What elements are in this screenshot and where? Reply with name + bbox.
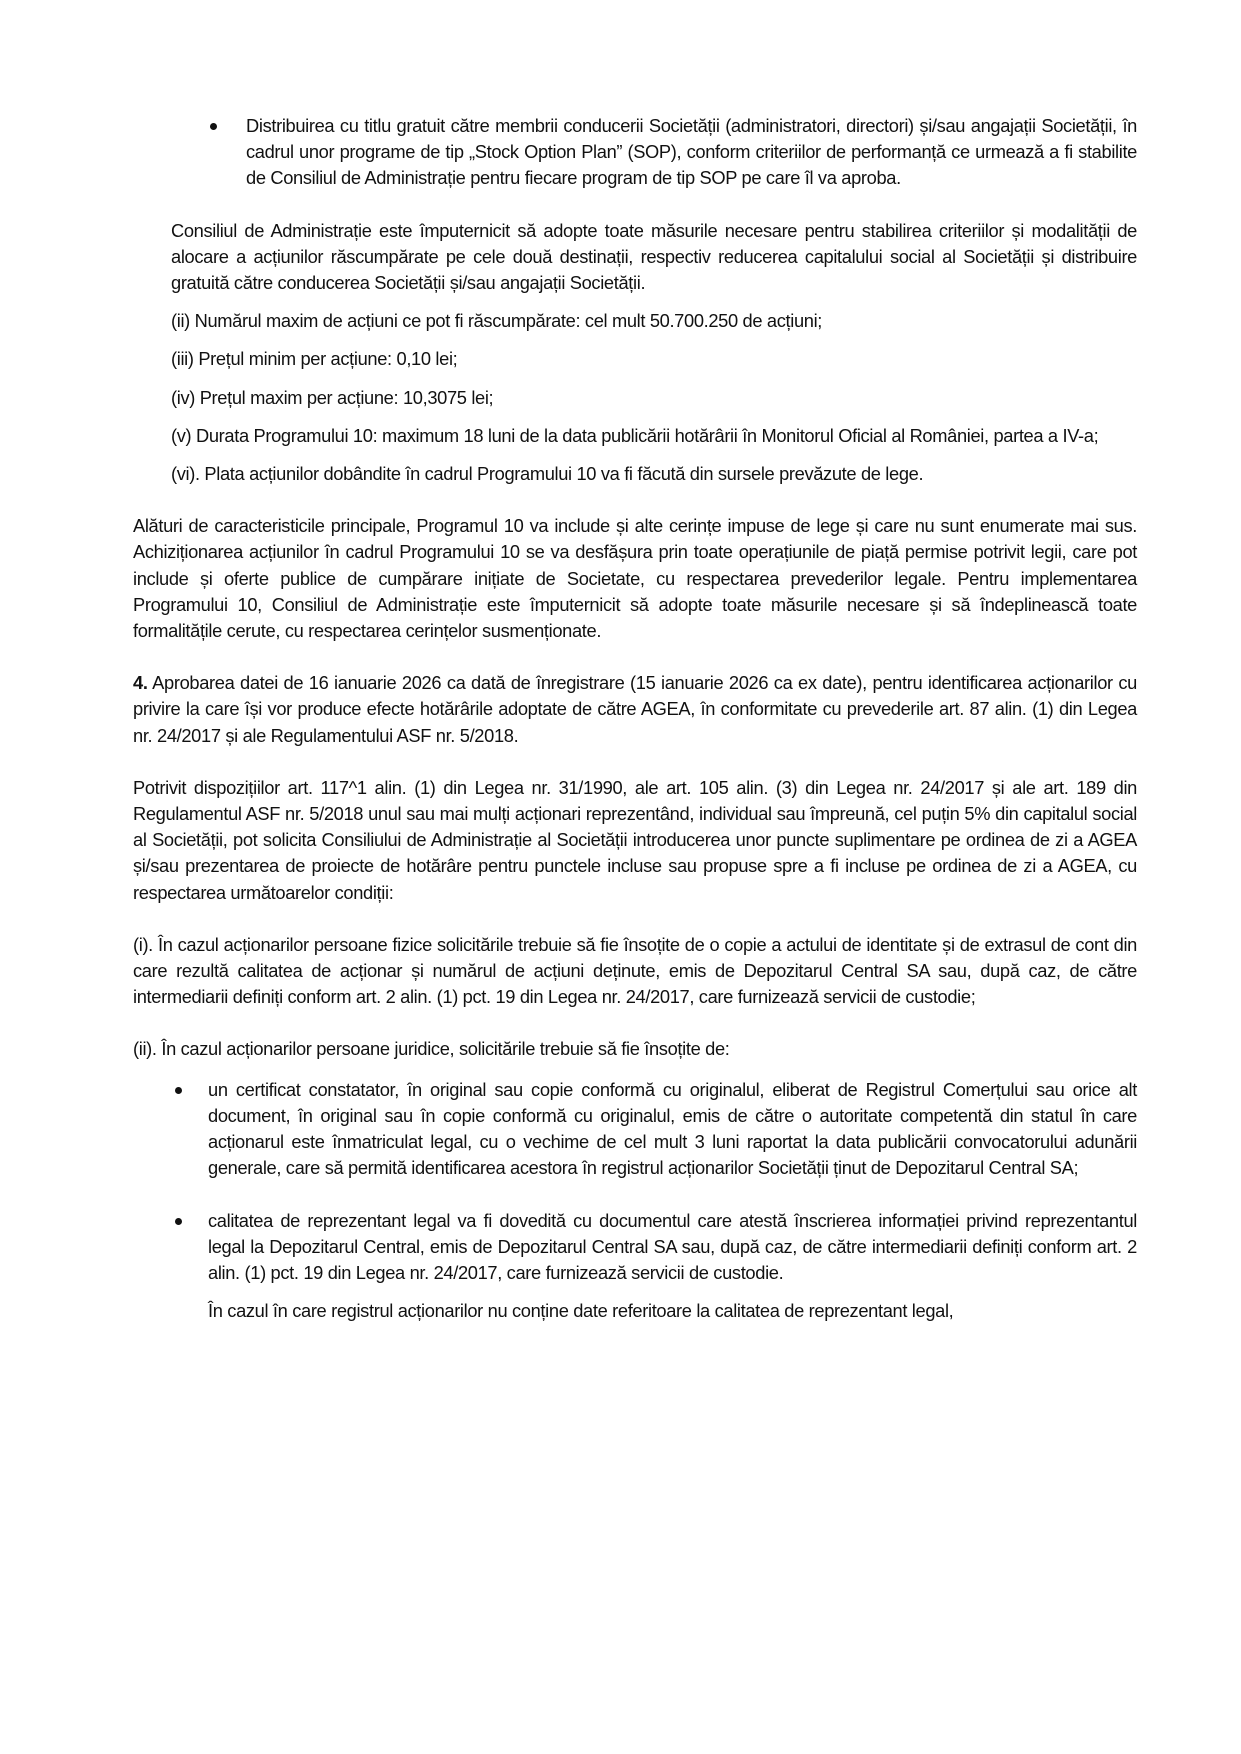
item-max-shares: (ii) Numărul maxim de acțiuni ce pot fi răscumpărate: cel mult 50.700.250 de acțiuni;	[171, 310, 823, 332]
bullet-icon	[175, 1087, 182, 1094]
condition-i-paragraph: (i). În cazul acționarilor persoane fizice solicitările trebuie să fie însoțite de o copie a actului de identitate și de extrasul de cont din care rezultă calitatea de acționar și numărul de acțiuni deținute, emis de Depozitarul Central SA sau, după caz, de către intermediarii definiți conform art. 2 alin. (1) pct. 19 din Legea nr. 24/2017, care furnizează servicii de custodie;	[133, 933, 1137, 1008]
shareholder-rights-paragraph: Potrivit dispozițiilor art. 117^1 alin. (1) din Legea nr. 31/1990, ale art. 105 alin. (3) din Legea nr. 24/2017 și ale art. 189 din Regulamentul ASF nr. 5/2018 unul sau mai mulți acționari reprezentând, individual sau împreună, cel puțin 5% din capitalul social al Societății, pot solicita Consiliului de Administrație al Societății introducerea unor puncte suplimentare pe ordinea de zi a AGEA și/sau prezentarea de proiecte de hotărâre pentru punctele incluse sau propuse spre a fi incluse pe ordinea de zi a AGEA, cu respectarea următoarelor condiții:	[133, 776, 1137, 903]
bullet-item-legal-representative	[133, 1208, 1137, 1287]
point-4-paragraph	[133, 670, 1137, 749]
point-4-number: 4.	[133, 672, 148, 694]
bullet-text: Distribuirea cu titlu gratuit către membrii conducerii Societății (administratori, directori) și/sau angajații Societății, în cadrul unor programe de tip „Stock Option Plan” (SOP), conform criteriilor de performanță ce urmează a fi stabilite de Consiliul de Administrație pentru fiecare program de tip SOP pe care îl va aproba.	[246, 115, 1137, 189]
bullet-item-certificate	[133, 1077, 1137, 1182]
item-payment: (vi). Plata acțiunilor dobândite în cadrul Programului 10 va fi făcută din sursele prevăzute de lege.	[171, 463, 924, 485]
item-max-price: (iv) Prețul maxim per acțiune: 10,3075 lei;	[171, 386, 494, 408]
point-4-text: Aprobarea datei de 16 ianuarie 2026 ca dată de înregistrare (15 ianuarie 2026 ca ex date), pentru identificarea acționarilor cu privire la care își vor produce efecte hotărârile adoptate de către AGEA, în conformitate cu prevederile art. 87 alin. (1) din Legea nr. 24/2017 și ale Regulamentului ASF nr. 5/2018.	[133, 672, 1137, 746]
bullet-text: un certificat constatator, în original sau copie conformă cu originalul, eliberat de Registrul Comerțului sau orice alt document, în original sau în copie conformă cu originalul, emis de către o autoritate competentă din statul în care acționarul este înmatriculat legal, cu o vechime de cel mult 3 luni raportat la data publicării convocatorului adunării generale, care să permită identificarea acestora în registrul acționarilor Societății ținut de Depozitarul Central SA;	[208, 1078, 1137, 1179]
board-mandate-paragraph: Consiliul de Administrație este împuternicit să adopte toate măsurile necesare pentru stabilirea criteriilor și modalității de alocare a acțiunilor răscumpărate pe cele două destinații, respectiv reducerea capitalului social al Societății și distribuire gratuită către conducerea Societății și/sau angajații Societății.	[171, 219, 1137, 294]
document-page	[133, 113, 1137, 1324]
item-min-price: (iii) Prețul minim per acțiune: 0,10 lei;	[171, 348, 458, 370]
bullet-item-sop	[133, 113, 1137, 192]
bullet-text: calitatea de reprezentant legal va fi dovedită cu documentul care atestă înscrierea informației privind reprezentantul legal la Depozitarul Central, emis de Depozitarul Central SA sau, după caz, de către intermediarii definiți conform art. 2 alin. (1) pct. 19 din Legea nr. 24/2017, care furnizează servicii de custodie.	[208, 1209, 1137, 1283]
condition-ii-paragraph: (ii). În cazul acționarilor persoane juridice, solicitările trebuie să fie însoțite de:	[133, 1038, 730, 1060]
bullet-icon	[175, 1218, 182, 1225]
program-paragraph: Alături de caracteristicile principale, Programul 10 va include și alte cerințe impuse de lege și care nu sunt enumerate mai sus. Achiziționarea acțiunilor în cadrul Programului 10 se va desfășura prin toate operațiunile de piață permise potrivit legii, care pot include și oferte publice de cumpărare inițiate de Societate, cu respectarea prevederilor legale. Pentru implementarea Programului 10, Consiliul de Administrație este împuternicit să adopte toate măsurile necesare și să îndeplinească toate formalitățile cerute, cu respectarea cerințelor susmenționate.	[133, 515, 1137, 642]
item-duration: (v) Durata Programului 10: maximum 18 luni de la data publicării hotărârii în Monitorul Oficial al României, partea a IV-a;	[171, 424, 1099, 446]
bullet-icon	[210, 123, 217, 130]
trailing-paragraph: În cazul în care registrul acționarilor nu conține date referitoare la calitatea de reprezentant legal,	[208, 1300, 954, 1322]
